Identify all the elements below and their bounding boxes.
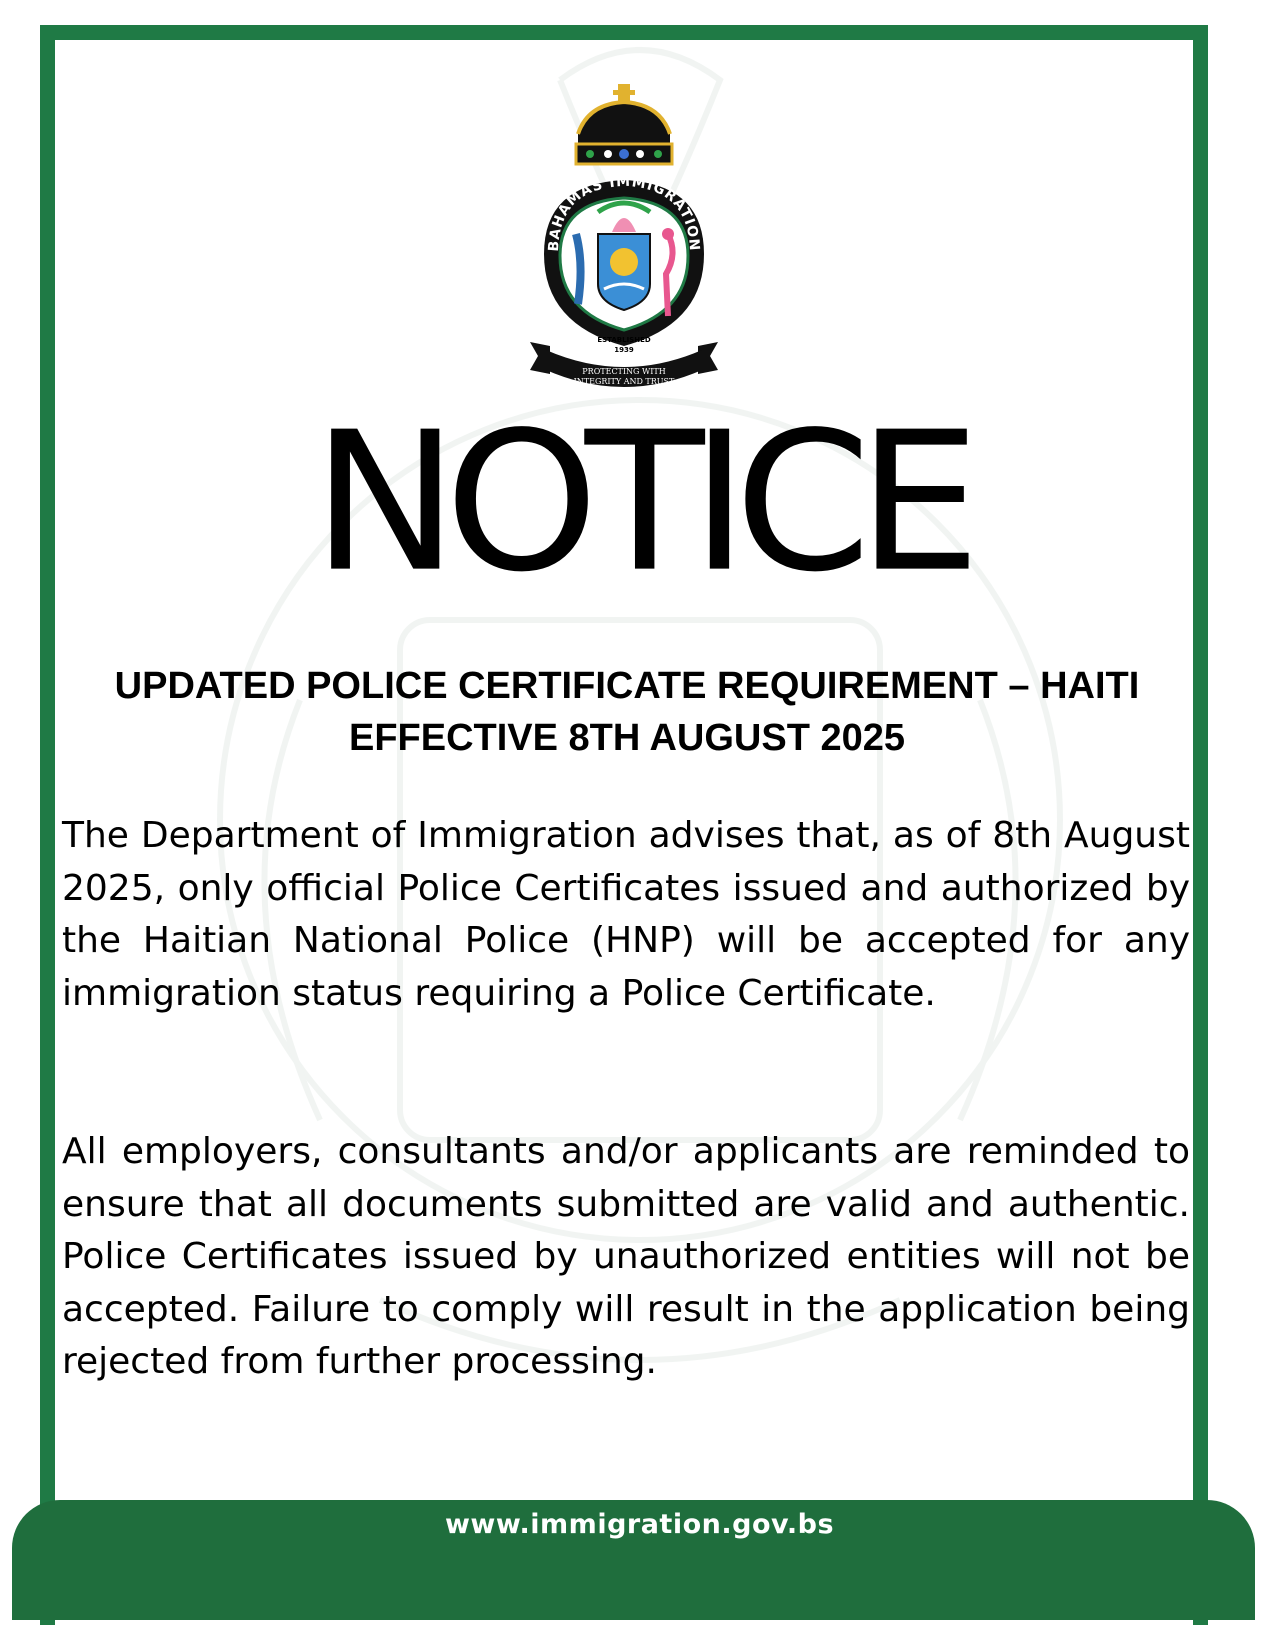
logo-motto-line2: INTEGRITY AND TRUST (573, 377, 675, 386)
subtitle-line-1: UPDATED POLICE CERTIFICATE REQUIREMENT – HAITI (114, 665, 1140, 707)
notice-paragraph-2: All employers, consultants and/or applicants are reminded to ensure that all documents submitted are valid and authentic. Police Certificates issued by unauthorized entities will not be accepted. Failure to comply will result in the application being rejected from further processing. (62, 1131, 1190, 1382)
notice-subtitle (60, 660, 1194, 764)
logo-established-year: 1939 (614, 346, 634, 354)
logo-ring-text: BAHAMAS IMMIGRATION (545, 173, 703, 252)
subtitle-line-2: EFFECTIVE 8TH AUGUST 2025 (348, 717, 906, 759)
notice-paragraph-1: The Department of Immigration advises that, as of 8th August 2025, only official Police Certificates issued and authorized by the Haitian National Police (HNP) will be accepted for any immigration status requiring a Police Certificate. (62, 815, 1190, 1014)
crown-icon (576, 84, 672, 164)
logo-motto-line1: PROTECTING WITH (582, 367, 666, 376)
logo-established-label: ESTABLISHED (597, 336, 651, 344)
footer-website-link[interactable]: www.immigration.gov.bs (444, 1509, 835, 1540)
notice-title: NOTICE (311, 391, 968, 615)
bahamas-immigration-crest-logo (528, 84, 720, 400)
